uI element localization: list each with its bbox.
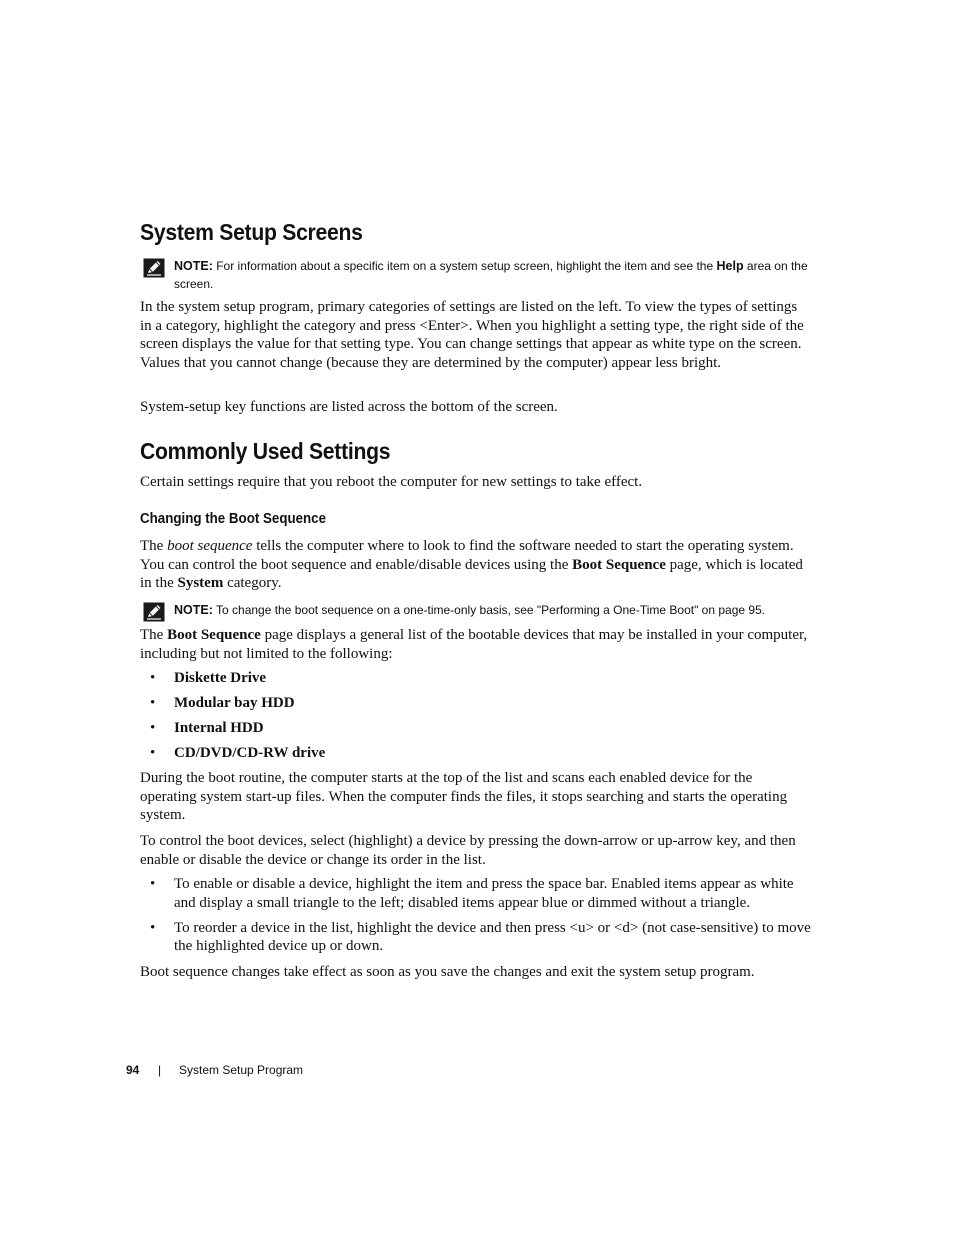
list-item: • Internal HDD: [150, 719, 264, 736]
page-footer: [126, 1063, 304, 1077]
page-number: 94: [126, 1063, 140, 1077]
paragraph-control-devices: To control the boot devices, select (highlight) a device by pressing the down-arrow or up-arrow key, and then enable or disable the device or change its order in the list.: [140, 833, 796, 868]
paragraph-key-functions: System-setup key functions are listed across the bottom of the screen.: [140, 399, 558, 415]
list-item: • CD/DVD/CD-RW drive: [150, 744, 326, 761]
note-label: NOTE:: [174, 259, 213, 273]
note-one-time-boot: [140, 602, 812, 620]
note-text: For information about a specific item on a system setup screen, highlight the item and see the: [212, 259, 717, 273]
note-help-area: [140, 258, 812, 293]
list-item: • Modular bay HDD: [150, 694, 295, 711]
note-pencil-icon: [143, 602, 165, 622]
list-item: • To enable or disable a device, highlight the item and press the space bar. Enabled items appear as white and display a small triangle to the left; disabled items appear blue or dimmed without a triangle.: [150, 876, 794, 911]
list-item: • Diskette Drive: [150, 670, 267, 686]
list-item: • To reorder a device in the list, highlight the device and then press <u> or <d> (not case-sensitive) to move the highlighted device up or down.: [150, 919, 811, 955]
device-list: [140, 669, 812, 763]
paragraph-reboot-required: Certain settings require that you reboot the computer for new settings to take effect.: [140, 474, 643, 490]
paragraph-boot-changes: Boot sequence changes take effect as soon as you save the changes and exit the system setup program.: [140, 964, 755, 980]
footer-separator: |: [158, 1063, 162, 1077]
note-pencil-icon: [143, 258, 165, 278]
heading-system-setup-screens: System Setup Screens: [140, 219, 363, 245]
paragraph-boot-sequence: The boot sequence tells the computer where to look to find the software needed to start the operating system. You can control the boot sequence and enable/disable devices using the Boot Sequence page, which is located in the System category.: [140, 538, 803, 592]
paragraph-boot-routine: During the boot routine, the computer starts at the top of the list and scans each enabled device for the operating system start-up files. When the computer finds the files, it stops searching and starts the operating system.: [140, 770, 788, 824]
note-help-term: Help: [716, 259, 744, 273]
subheading-boot-sequence: Changing the Boot Sequence: [140, 511, 327, 527]
heading-commonly-used-settings: Commonly Used Settings: [140, 438, 391, 464]
note-text: To change the boot sequence on a one-time-only basis, see "Performing a One-Time Boot" on page 95.: [212, 603, 766, 617]
note-label: NOTE:: [174, 603, 213, 617]
footer-chapter-title: System Setup Program: [179, 1063, 304, 1077]
note-text-end: area on the screen.: [174, 259, 808, 291]
paragraph-bootable-devices: The Boot Sequence page displays a general list of the bootable devices that may be installed in your computer, including but not limited to the following:: [140, 627, 808, 662]
steps-list: [140, 875, 812, 956]
paragraph-setup-overview: In the system setup program, primary categories of settings are listed on the left. To view the types of settings in a category, highlight the category and press <Enter>. When you highlight a setting type, the right side of the screen displays the value for that setting type. You can change settings that appear as white type on the screen. Values that you cannot change (because they are determined by the computer) appear less bright.: [140, 299, 804, 371]
